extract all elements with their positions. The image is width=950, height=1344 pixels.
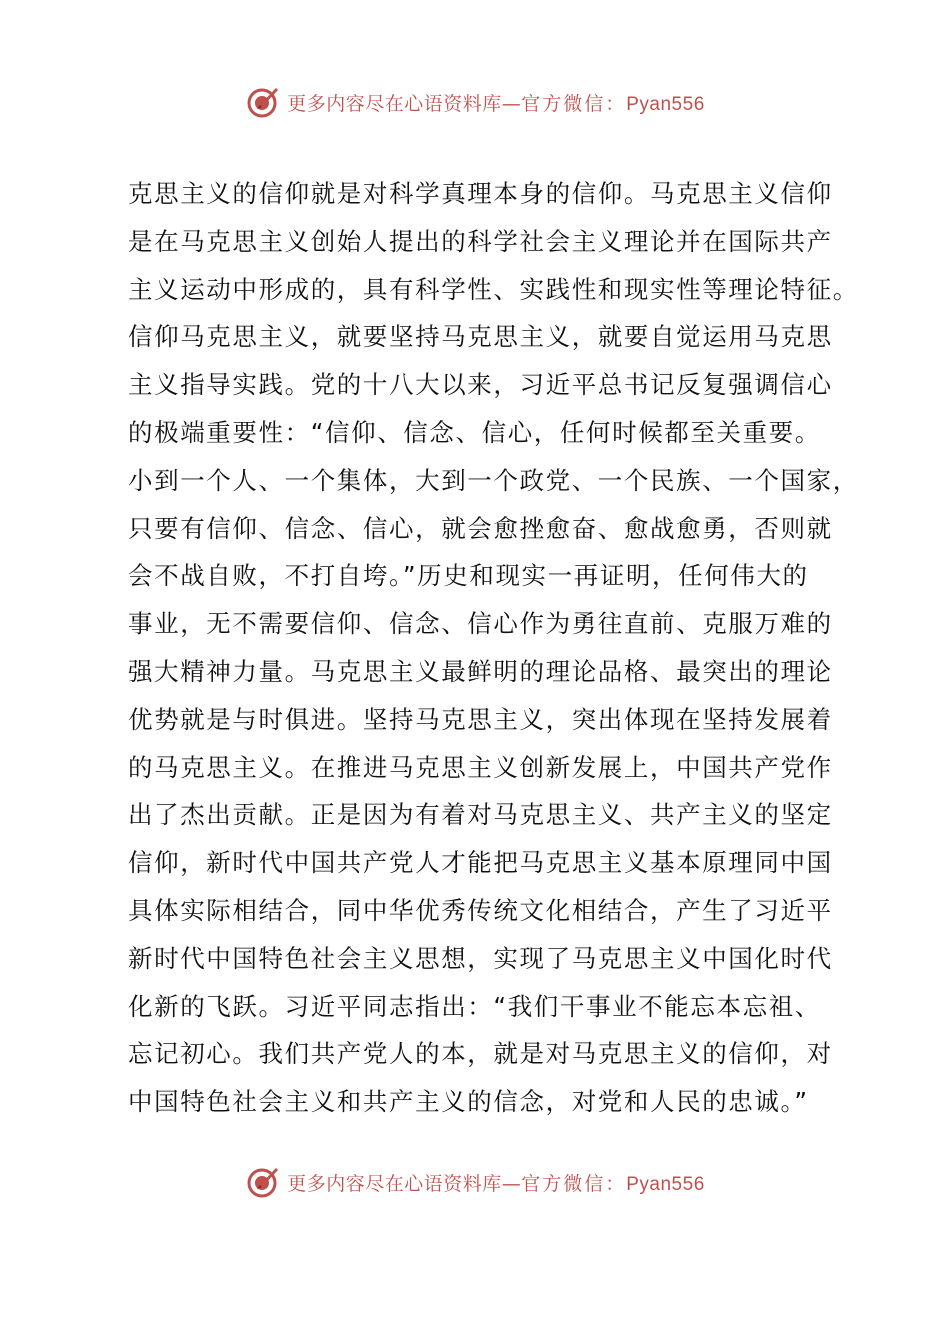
body-line: 事业，无不需要信仰、信念、信心作为勇往直前、克服万难的 xyxy=(128,609,833,639)
footer-brand: 更多内容尽在心语资料库 xyxy=(287,1172,502,1195)
body-line: 会不战自败，不打自垮。”历史和现实一再证明，任何伟大的 xyxy=(128,561,809,591)
body-line: 小到一个人、一个集体，大到一个政党、一个民族、一个国家， xyxy=(128,465,859,495)
body-line: 出了杰出贡献。正是因为有着对马克思主义、共产主义的坚定 xyxy=(128,800,833,830)
body-line: 中国特色社会主义和共产主义的信念，对党和人民的忠诚。” xyxy=(128,1087,809,1117)
header-banner xyxy=(0,84,950,120)
body-line: 强大精神力量。马克思主义最鲜明的理论品格、最突出的理论 xyxy=(128,656,833,686)
body-line: 信仰，新时代中国共产党人才能把马克思主义基本原理同中国 xyxy=(128,848,833,878)
document-body xyxy=(128,170,859,1126)
body-line: 新时代中国特色社会主义思想，实现了马克思主义中国化时代 xyxy=(128,943,833,973)
header-brand: 更多内容尽在心语资料库 xyxy=(287,92,502,115)
pen-logo-icon xyxy=(245,84,281,120)
footer-banner xyxy=(0,1164,950,1200)
header-wechat-label: 官方微信： xyxy=(521,92,627,115)
body-line: 的马克思主义。在推进马克思主义创新发展上，中国共产党作 xyxy=(128,752,833,782)
body-line: 克思主义的信仰就是对科学真理本身的信仰。马克思主义信仰 xyxy=(128,179,833,208)
body-line: 具体实际相结合，同中华优秀传统文化相结合，产生了习近平 xyxy=(128,895,833,925)
header-banner-text xyxy=(287,89,705,116)
body-line: 信仰马克思主义，就要坚持马克思主义，就要自觉运用马克思 xyxy=(128,322,833,352)
body-line: 主义指导实践。党的十八大以来，习近平总书记反复强调信心 xyxy=(128,370,833,400)
header-dash: — xyxy=(501,92,522,115)
body-line: 是在马克思主义创始人提出的科学社会主义理论并在国际共产 xyxy=(128,226,833,256)
body-line: 主义运动中形成的，具有科学性、实践性和现实性等理论特征。 xyxy=(128,274,859,304)
body-line: 的极端重要性：“信仰、信念、信心，任何时候都至关重要。 xyxy=(128,417,821,447)
footer-banner-text xyxy=(287,1169,705,1196)
body-line: 只要有信仰、信念、信心，就会愈挫愈奋、愈战愈勇，否则就 xyxy=(128,513,833,543)
pen-logo-icon xyxy=(245,1164,281,1200)
footer-dash: — xyxy=(501,1172,522,1195)
body-line: 忘记初心。我们共产党人的本，就是对马克思主义的信仰，对 xyxy=(128,1039,833,1069)
header-account: Pyan556 xyxy=(626,93,705,115)
footer-wechat-label: 官方微信： xyxy=(521,1172,627,1195)
body-line: 优势就是与时俱进。坚持马克思主义，突出体现在坚持发展着 xyxy=(128,704,833,734)
body-line: 化新的飞跃。习近平同志指出：“我们干事业不能忘本忘祖、 xyxy=(128,991,821,1021)
footer-account: Pyan556 xyxy=(626,1173,705,1195)
